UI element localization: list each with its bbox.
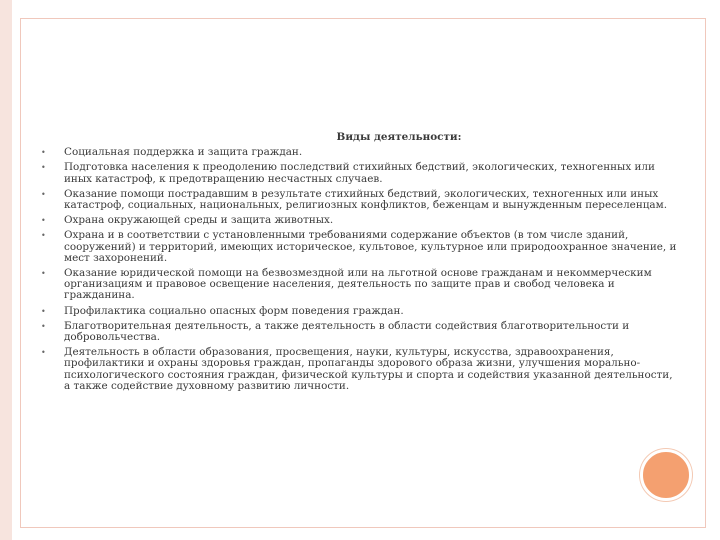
list-item: [38, 347, 680, 392]
list-item: [38, 215, 680, 226]
list-item-text: Оказание помощи пострадавшим в результате стихийных бедствий, экологических, техногенных или иных катастроф, социальных, национальных, религиозных конфликтов, беженцам и вынужденным переселенцам.: [64, 187, 668, 212]
bullet-icon: •: [41, 216, 46, 226]
bullet-icon: •: [41, 231, 46, 241]
list-item: [38, 189, 680, 211]
list-item-text: Социальная поддержка и защита граждан.: [64, 146, 303, 159]
list-item: [38, 306, 680, 317]
list-item-text: Деятельность в области образования, просвещения, науки, культуры, искусства, здравоохранения, профилактики и охраны здоровья граждан, пропаганды здорового образа жизни, улучшения морально-психологического состояния граждан, физической культуры и спорта и содействия указанной деятельности, а также содействие духовному развитию личности.: [64, 346, 673, 392]
list-item-text: Охрана и в соответствии с установленными требованиями содержание объектов (в том числе зданий, сооружений) и территорий, имеющих историческое, культовое, культурное или природоохранное значение, и мест захоронений.: [64, 229, 677, 264]
slide-heading: Виды деятельности:: [336, 131, 462, 143]
bullet-icon: •: [41, 269, 46, 279]
bullet-icon: •: [41, 348, 46, 358]
list-item: [38, 268, 680, 302]
list-item: [38, 162, 680, 184]
bullet-icon: •: [41, 163, 46, 173]
slide-side-band: [0, 0, 12, 540]
bullet-icon: •: [41, 321, 46, 331]
list-item-text: Подготовка населения к преодолению последствий стихийных бедствий, экологических, техногенных или иных катастроф, к предотвращению несчастных случаев.: [64, 161, 655, 185]
list-item: [38, 321, 680, 343]
decorative-circle: [640, 449, 692, 501]
bullet-icon: •: [41, 306, 46, 316]
list-item-text: Благотворительная деятельность, а также деятельность в области содействия благотворительности и добровольчества.: [64, 319, 630, 344]
bullet-icon: •: [41, 189, 46, 199]
list-item-text: Профилактика социально опасных форм поведения граждан.: [64, 304, 404, 317]
list-item-text: Оказание юридической помощи на безвозмездной или на льготной основе гражданам и некоммерческим организациям и правовое освещение населения, деятельность по защите прав и свобод человека и гражданина.: [64, 267, 652, 302]
list-item: [38, 230, 680, 264]
bullet-icon: •: [41, 148, 46, 158]
slide-content: [38, 132, 680, 396]
activity-list: [38, 147, 680, 392]
list-item-text: Охрана окружающей среды и защита животных.: [64, 214, 334, 227]
list-item: [38, 147, 680, 158]
